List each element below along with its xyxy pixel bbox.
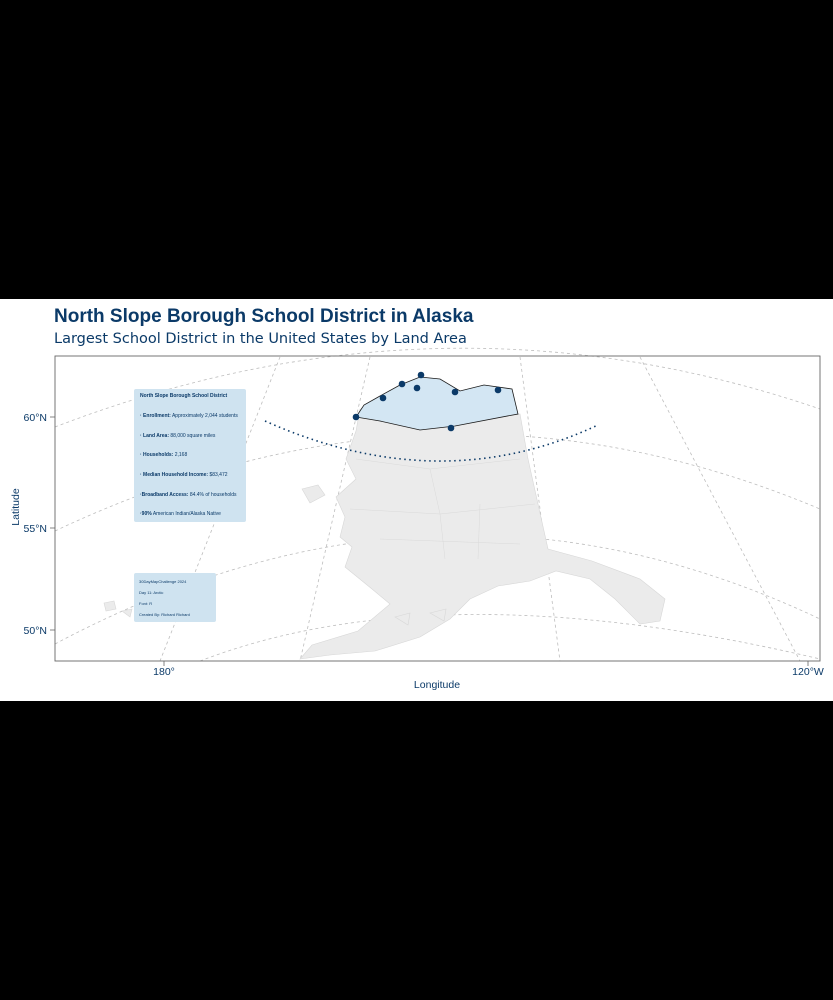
credit-line: Created By: Richard Richard (139, 612, 190, 617)
district-info-box (134, 389, 246, 522)
info-row-land-area: · Land Area: 88,000 square miles (140, 433, 216, 439)
y-tick-label: 55°N (23, 523, 47, 535)
school-point (399, 381, 406, 388)
y-tick-label: 50°N (23, 625, 47, 637)
school-point (452, 389, 459, 396)
x-tick-label: 120°W (792, 666, 824, 678)
x-axis (153, 661, 824, 678)
info-row-broadband: ·Broadband Access: 84.4% of households (140, 492, 237, 498)
school-point (380, 395, 387, 402)
info-row-enrollment: · Enrollment: Approximately 2,044 students (140, 413, 238, 419)
school-point (495, 387, 502, 394)
map-figure (0, 299, 833, 701)
school-point (418, 372, 425, 379)
school-point (414, 385, 421, 392)
info-heading: North Slope Borough School District (140, 393, 228, 399)
x-axis-title: Longitude (413, 679, 461, 691)
x-tick-label: 180° (153, 666, 175, 678)
map-panel (0, 299, 833, 701)
map-title: North Slope Borough School District in Alaska (54, 306, 474, 327)
info-row-income: · Median Household Income: $83,472 (140, 472, 228, 478)
credit-line: Font: R (139, 601, 153, 606)
credit-line: Day 11: Arctic (139, 590, 164, 595)
credit-line: 30DayMapChallenge 2024 (139, 579, 187, 584)
school-point (353, 414, 360, 421)
y-axis (24, 412, 55, 637)
school-point (448, 425, 455, 432)
info-row-households: · Households: 2,168 (140, 452, 188, 458)
y-axis-title: Latitude (10, 488, 22, 526)
credit-box (134, 573, 216, 622)
info-row-native: ·90% American Indian/Alaska Native (140, 511, 221, 517)
y-tick-label: 60°N (23, 412, 47, 424)
map-subtitle: Largest School District in the United States by Land Area (54, 331, 467, 347)
